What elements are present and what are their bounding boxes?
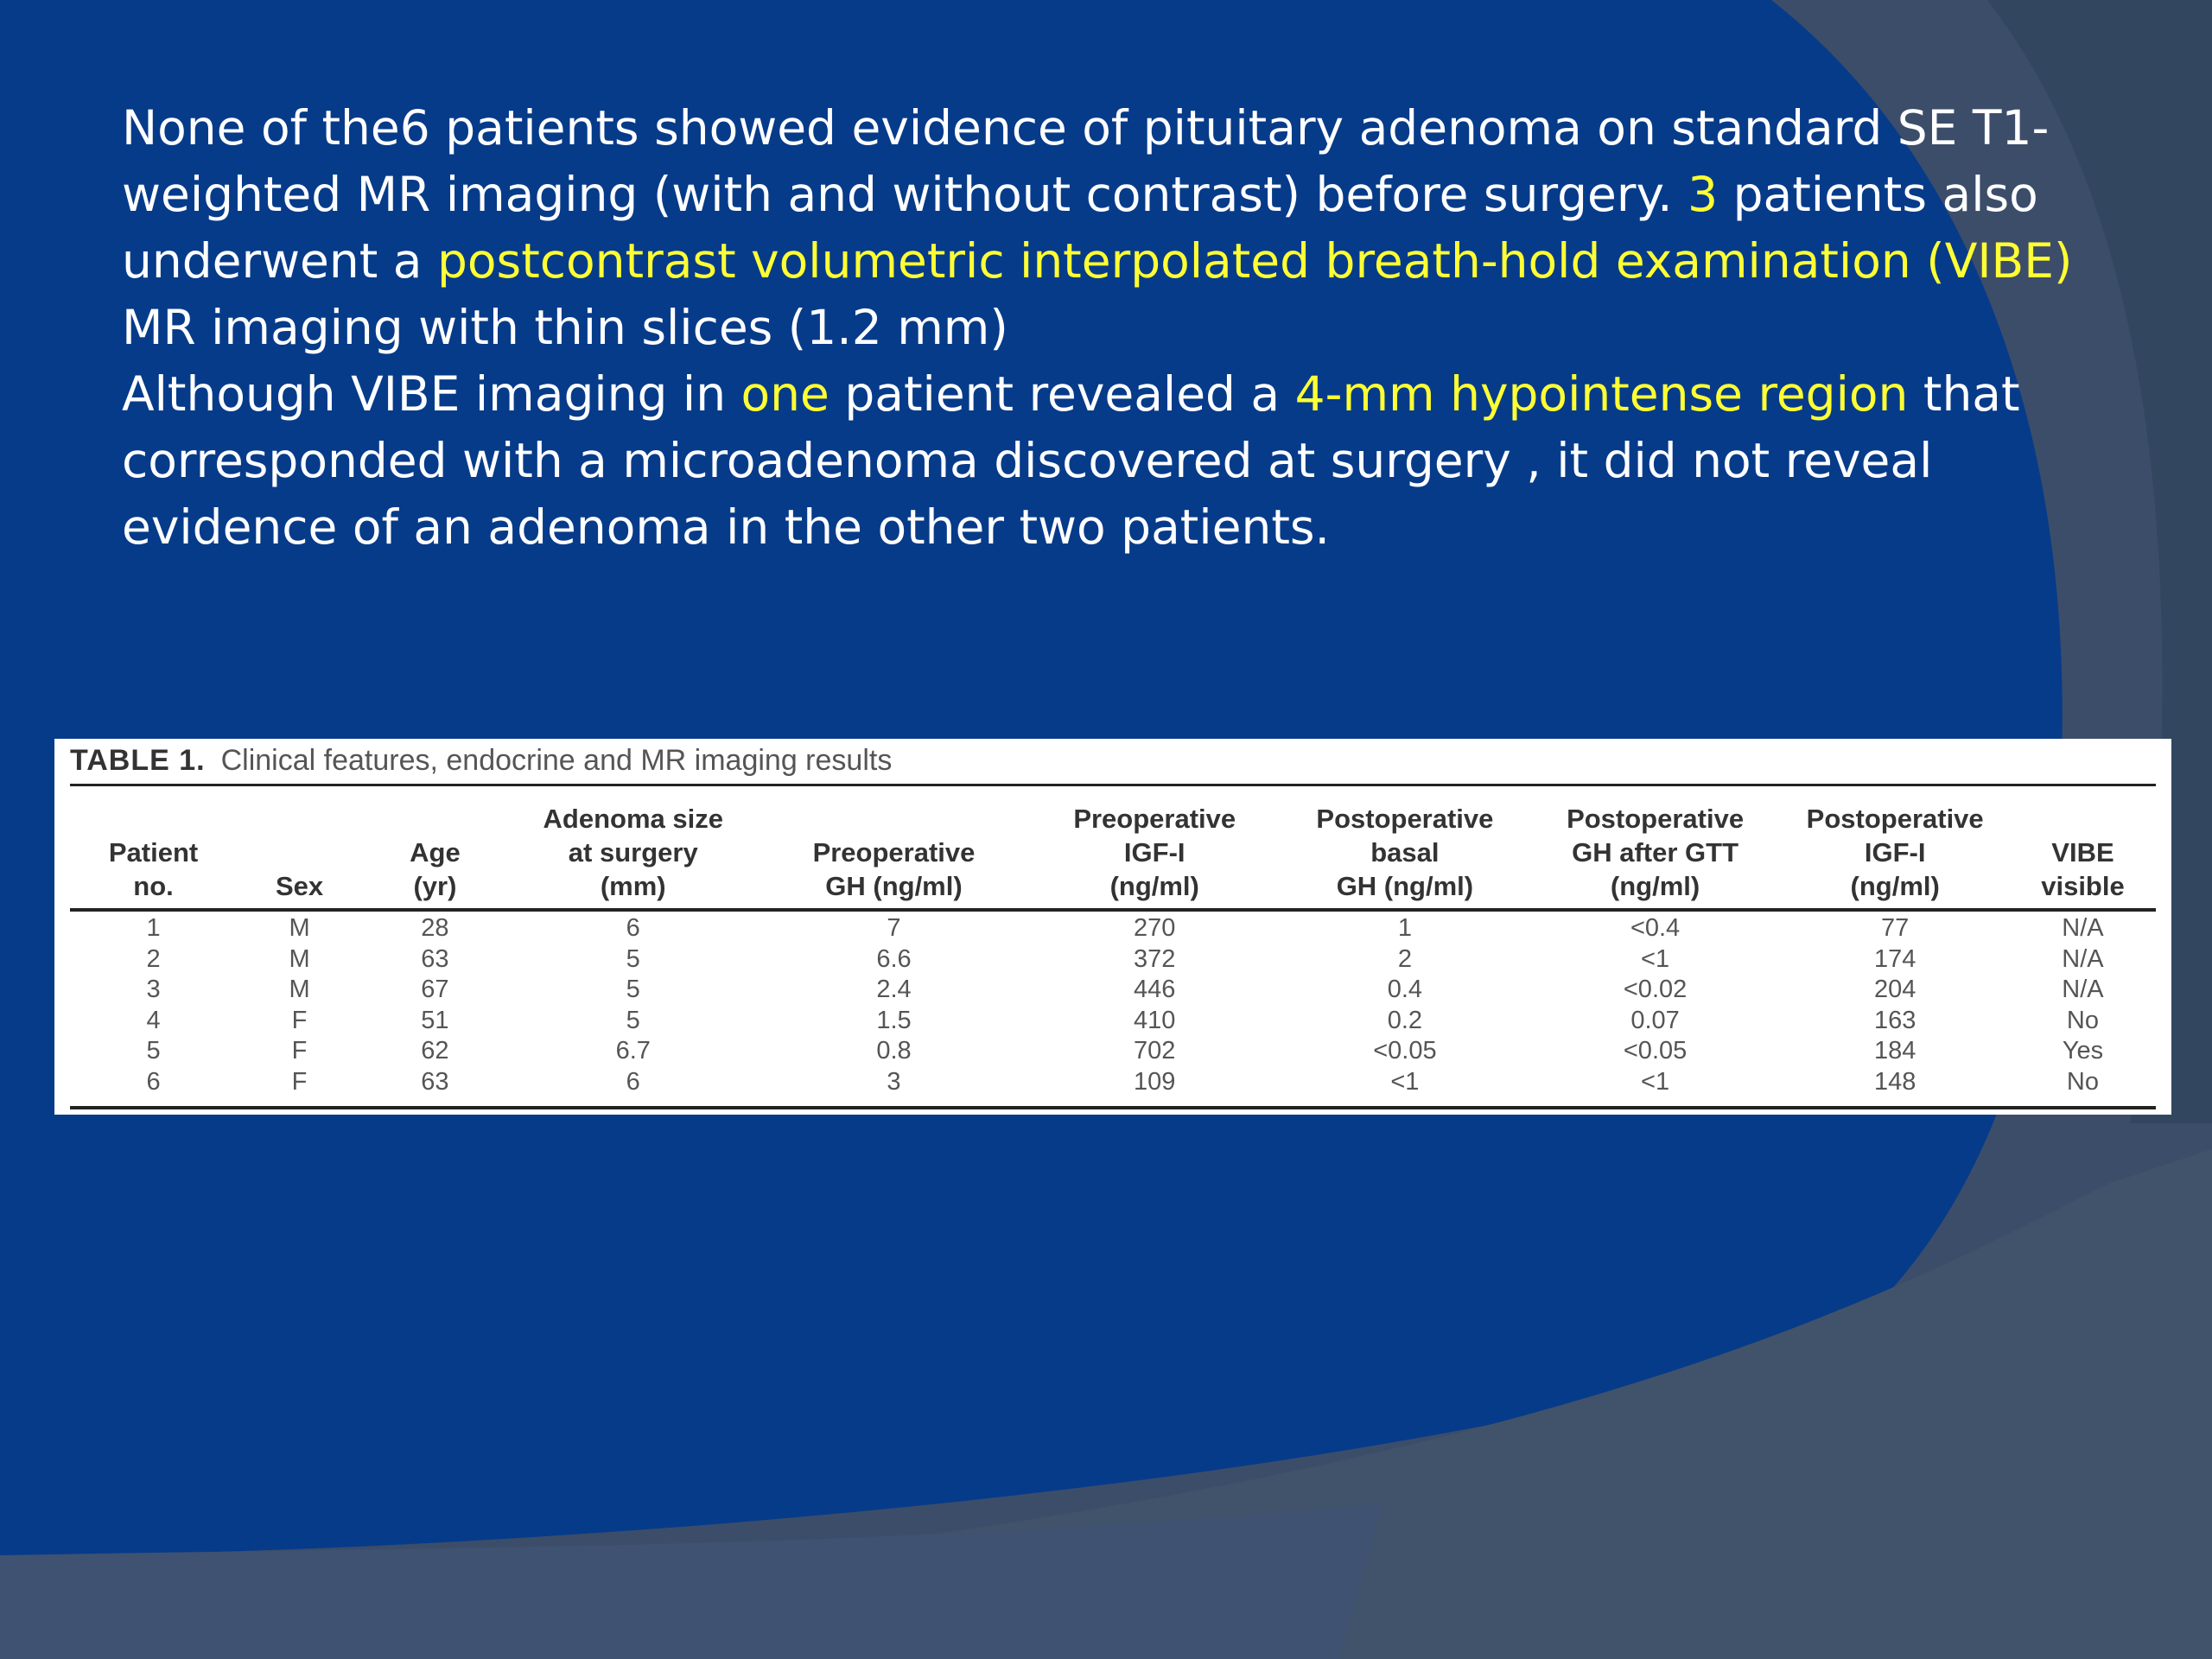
table-row	[70, 1067, 2156, 1107]
column-header: Age (yr)	[362, 786, 508, 910]
highlighted-text: postcontrast volumetric interpolated breath-hold examination (VIBE)	[437, 233, 2073, 289]
paragraph-vibe-intro	[122, 95, 2109, 361]
table-cell: 5	[626, 976, 640, 1003]
table-cell: 163	[1873, 1006, 1916, 1034]
table-row	[70, 944, 2156, 976]
table-cell: <0.05	[1373, 1037, 1437, 1065]
table-caption	[70, 739, 2156, 784]
column-header: Preoperative GH (ng/ml)	[759, 786, 1030, 910]
table-cell: 1	[146, 914, 161, 942]
table-cell: N/A	[2062, 914, 2104, 942]
table-cell: <1	[1641, 944, 1670, 973]
table-cell: 184	[1873, 1037, 1916, 1065]
column-header: Patient no.	[70, 786, 237, 910]
table-cell: 109	[1134, 1067, 1176, 1096]
table-cell: 67	[421, 976, 449, 1003]
highlighted-text: 3	[1688, 167, 1719, 222]
table-cell: 174	[1873, 944, 1916, 973]
table-cell: F	[291, 1067, 308, 1096]
table-cell: Yes	[2062, 1037, 2104, 1065]
body-text: that corresponded with a microadenoma discovered at surgery , it did not reveal evidence of an adenoma in the other two patients.	[122, 366, 2020, 555]
table-cell: 0.07	[1630, 1006, 1680, 1034]
table-cell: 270	[1134, 914, 1176, 942]
table-cell: 446	[1134, 976, 1176, 1003]
table-cell: 1	[1397, 914, 1412, 942]
slide-body-text	[122, 95, 2109, 561]
table-caption-text: Clinical features, endocrine and MR imaging results	[220, 744, 893, 777]
table-body	[70, 910, 2156, 1106]
table-cell: No	[2066, 1006, 2099, 1034]
column-header: Preoperative IGF-I (ng/ml)	[1029, 786, 1280, 910]
column-header: Adenoma size at surgery (mm)	[508, 786, 759, 910]
table-cell: M	[289, 944, 310, 973]
table-cell: 28	[421, 914, 449, 942]
table-cell: 6	[626, 914, 640, 942]
table-cell: <1	[1390, 1067, 1420, 1096]
table-bottom-rule	[70, 1106, 2156, 1109]
body-text: patient revealed a	[829, 366, 1295, 422]
body-text: None of the6 patients showed evidence of pituitary adenoma on standard SE T1-weighted MR imaging (with and without contrast) before surgery.	[122, 100, 2050, 222]
table-cell: N/A	[2062, 944, 2104, 973]
body-text: Although VIBE imaging in	[122, 366, 741, 422]
table-cell: 63	[421, 944, 449, 973]
table-cell: 0.2	[1387, 1006, 1423, 1034]
column-header: Sex	[237, 786, 362, 910]
table-cell: 410	[1134, 1006, 1176, 1034]
table-cell: <0.02	[1623, 976, 1688, 1003]
table-cell: 6.6	[876, 944, 912, 973]
column-header: Postoperative GH after GTT (ng/ml)	[1530, 786, 1781, 910]
table-cell: 5	[626, 1006, 640, 1034]
table-cell: 6	[626, 1067, 640, 1096]
table-cell: No	[2066, 1067, 2099, 1096]
table-cell: 3	[887, 1067, 901, 1096]
paragraph-vibe-findings	[122, 361, 2109, 561]
table-cell: 2	[1397, 944, 1412, 973]
table-cell: 77	[1881, 914, 1910, 942]
table-cell: 4	[146, 1006, 161, 1034]
table-cell: <0.4	[1630, 914, 1681, 942]
table-cell: 5	[146, 1037, 161, 1065]
table-cell: 2.4	[876, 976, 912, 1003]
table-row	[70, 975, 2156, 1006]
table-cell: 702	[1134, 1037, 1176, 1065]
body-text: patients also underwent a	[122, 167, 2038, 289]
table-cell: 148	[1873, 1067, 1916, 1096]
table-cell: F	[291, 1006, 308, 1034]
highlighted-text: one	[741, 366, 830, 422]
table-cell: 63	[421, 1067, 449, 1096]
table-cell: 7	[887, 914, 901, 942]
table-cell: <0.05	[1623, 1037, 1688, 1065]
column-header: Postoperative basal GH (ng/ml)	[1280, 786, 1530, 910]
table-cell: M	[289, 914, 310, 942]
table-cell: 372	[1134, 944, 1176, 973]
table-header-row	[70, 786, 2156, 910]
table-cell: 204	[1873, 976, 1916, 1003]
table-cell: N/A	[2062, 976, 2104, 1003]
table-cell: 5	[626, 944, 640, 973]
table-row	[70, 1006, 2156, 1037]
table-label: TABLE 1.	[70, 744, 206, 777]
table-cell: 6	[146, 1067, 161, 1096]
column-header: VIBE visible	[2010, 786, 2156, 910]
highlighted-text: 4-mm hypointense region	[1294, 366, 1909, 422]
table-row	[70, 1036, 2156, 1067]
clinical-results-table	[70, 786, 2156, 1106]
table-cell: <1	[1641, 1067, 1670, 1096]
table-cell: 0.8	[876, 1037, 912, 1065]
column-header: Postoperative IGF-I (ng/ml)	[1780, 786, 2010, 910]
table-cell: F	[291, 1037, 308, 1065]
table-cell: 62	[421, 1037, 449, 1065]
table-cell: 1.5	[876, 1006, 912, 1034]
table-cell: 51	[421, 1006, 449, 1034]
table-cell: 3	[146, 976, 161, 1003]
table-row	[70, 910, 2156, 944]
table-cell: M	[289, 976, 310, 1003]
table-panel	[54, 739, 2171, 1115]
table-cell: 0.4	[1387, 976, 1423, 1003]
table-cell: 2	[146, 944, 161, 973]
table-cell: 6.7	[615, 1037, 651, 1065]
body-text: MR imaging with thin slices (1.2 mm)	[122, 300, 1008, 355]
